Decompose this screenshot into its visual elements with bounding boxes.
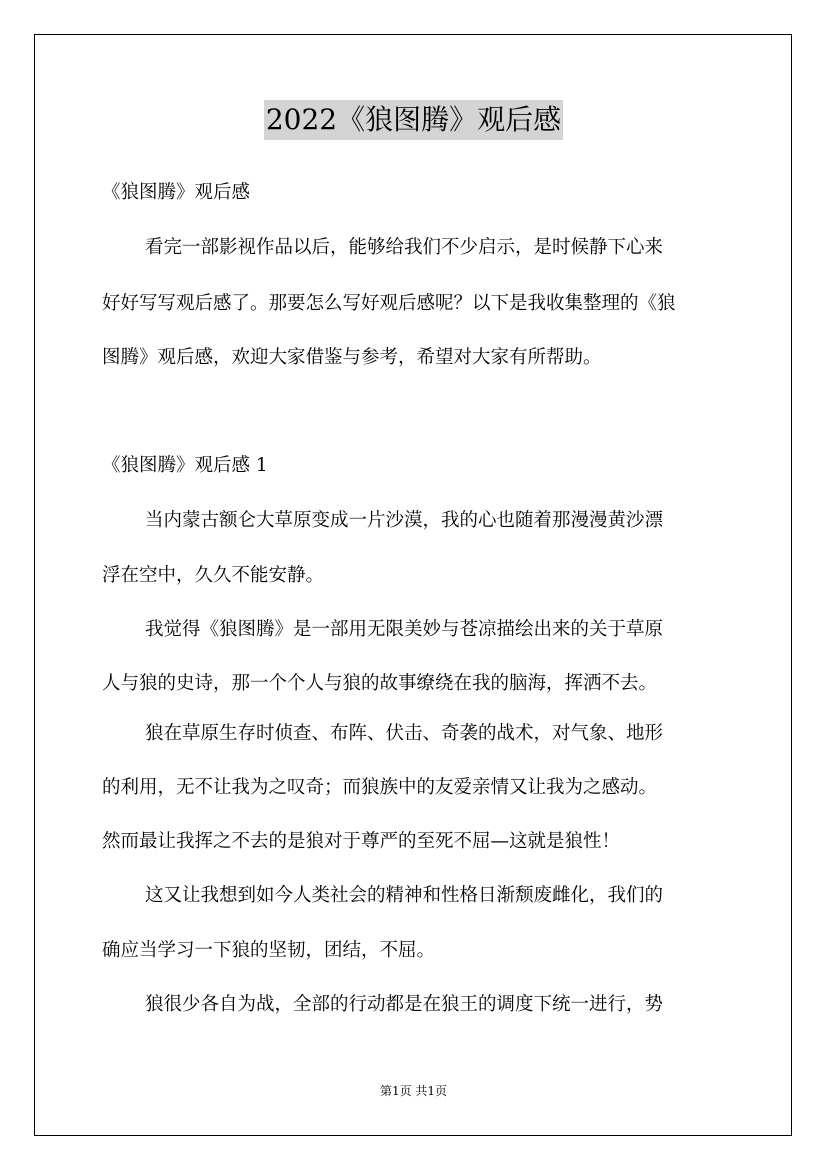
paragraph-2-line-1: 我觉得《狼图腾》是一部用无限美妙与苍凉描绘出来的关于草原 [145,619,664,640]
paragraph-2-line-2: 人与狼的史诗，那一个个人与狼的故事缭绕在我的脑海，挥洒不去。 [102,673,658,694]
document-title: 2022《狼图腾》观后感 [264,100,563,140]
intro-line-2: 好好写写观后感了。那要怎么写好观后感呢？以下是我收集整理的《狼 [102,293,676,314]
paragraph-3-line-2: 的利用，无不让我为之叹奇；而狼族中的友爱亲情又让我为之感动。 [102,777,658,798]
section-heading: 《狼图腾》观后感 1 [102,455,268,476]
paragraph-4-line-2: 确应当学习一下狼的坚韧，团结，不屈。 [102,940,436,961]
paragraph-5-line-1: 狼很少各自为战，全部的行动都是在狼王的调度下统一进行，势 [145,994,664,1015]
paragraph-1-line-2: 浮在空中，久久不能安静。 [102,565,325,586]
paragraph-3-line-1: 狼在草原生存时侦查、布阵、伏击、奇袭的战术，对气象、地形 [145,723,664,744]
intro-line-1: 看完一部影视作品以后，能够给我们不少启示，是时候静下心来 [145,237,664,258]
title-container [0,100,827,140]
paragraph-3-line-3: 然而最让我挥之不去的是狼对于尊严的至死不屈—这就是狼性！ [102,831,621,852]
paragraph-4-line-1: 这又让我想到如今人类社会的精神和性格日渐颓废雌化，我们的 [145,885,664,906]
intro-line-3: 图腾》观后感，欢迎大家借鉴与参考，希望对大家有所帮助。 [102,347,602,368]
document-subtitle: 《狼图腾》观后感 [102,182,251,203]
page-footer: 第1页 共1页 [379,1084,448,1098]
paragraph-1-line-1: 当内蒙古额仑大草原变成一片沙漠，我的心也随着那漫漫黄沙漂 [145,510,664,531]
